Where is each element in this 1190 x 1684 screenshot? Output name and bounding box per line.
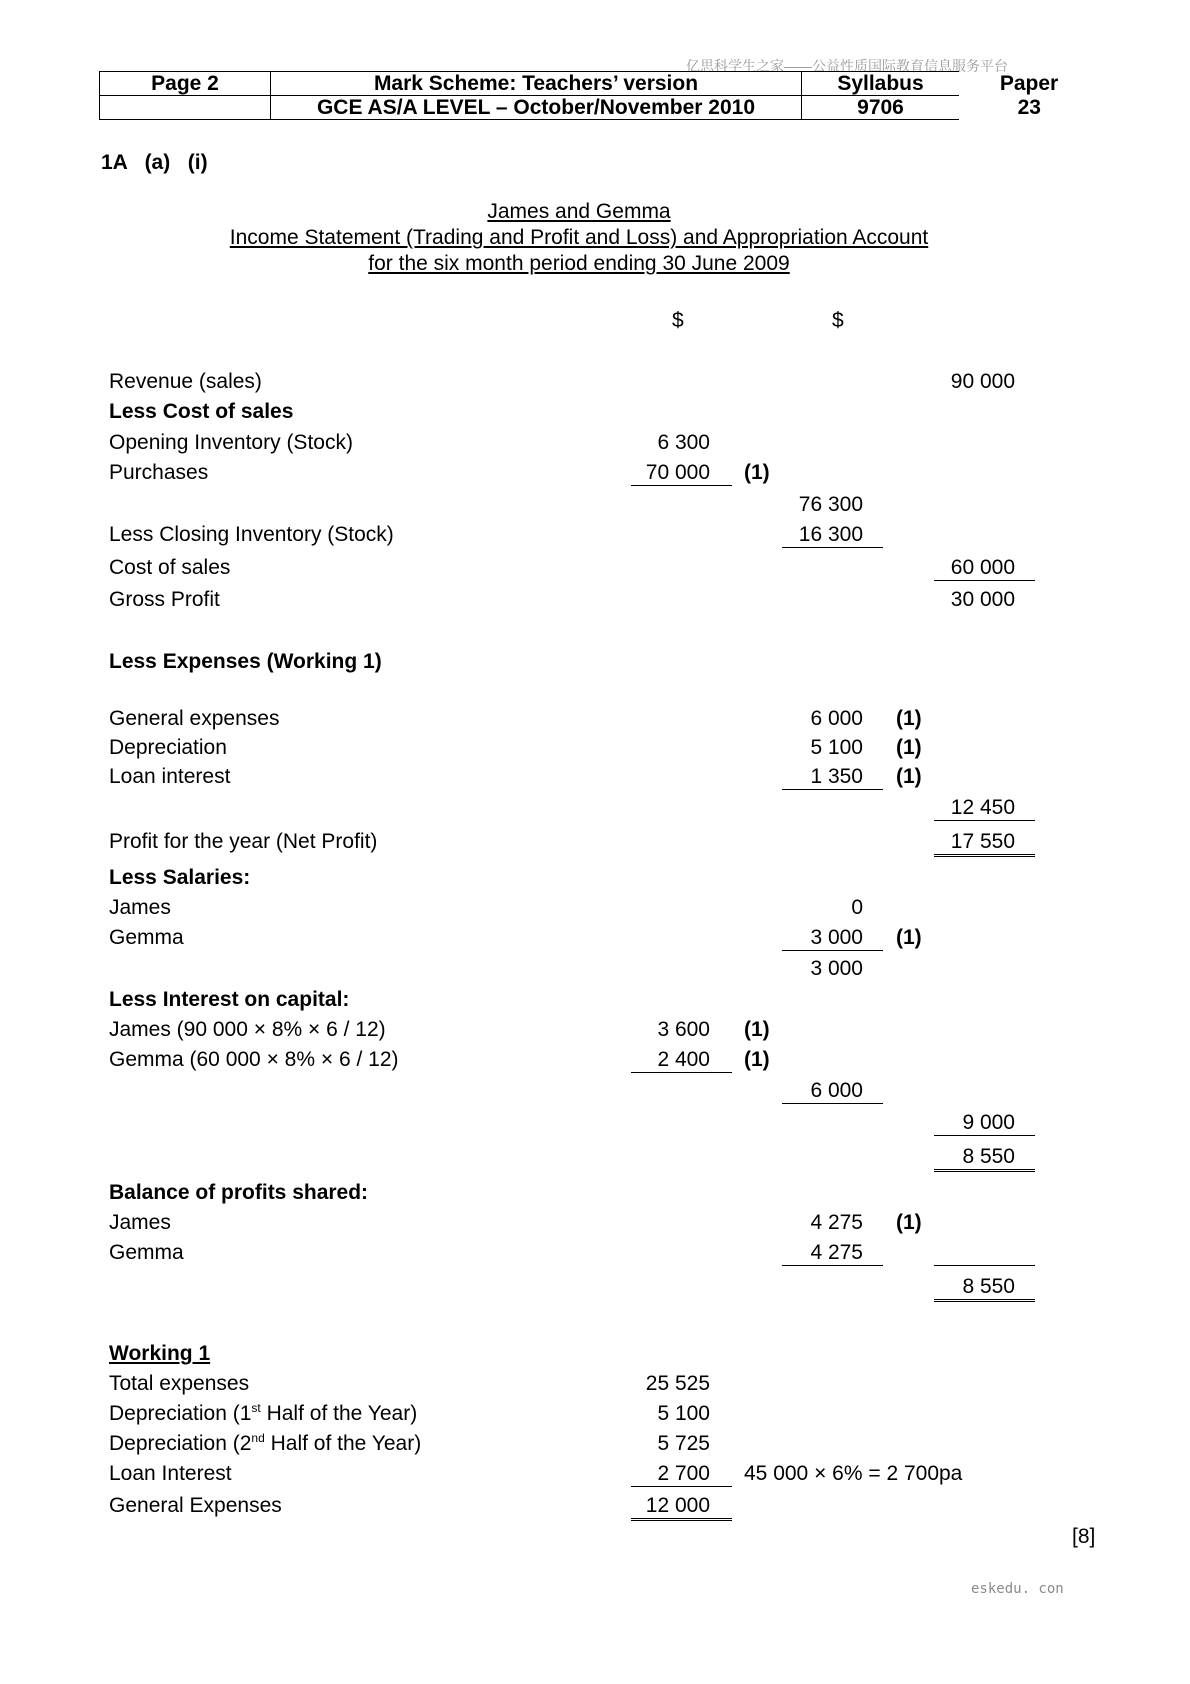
- amount: 0: [851, 896, 863, 919]
- calculation-note: 45 000 × 6% = 2 700pa: [744, 1462, 963, 1485]
- working-title: Working 1: [109, 1342, 211, 1365]
- amount: 4 275: [810, 1241, 863, 1264]
- underline: [934, 1265, 1035, 1266]
- line-label: Profit for the year (Net Profit): [109, 830, 378, 853]
- line-label: James: [109, 896, 171, 919]
- amount: 16 300: [798, 523, 863, 546]
- section-heading: Less Interest on capital:: [109, 988, 350, 1011]
- underline: [934, 820, 1035, 821]
- line-label: James (90 000 × 8% × 6 / 12): [109, 1018, 386, 1041]
- line-share-james: [0, 1211, 1190, 1237]
- amount: 12 000: [645, 1494, 710, 1517]
- mark-award: (1): [896, 765, 922, 788]
- mark-scheme-header: [99, 71, 1100, 120]
- exam-session: GCE AS/A LEVEL – October/November 2010: [271, 96, 802, 120]
- working-heading: [0, 1342, 1190, 1368]
- line-total-expenses: [0, 796, 1190, 822]
- underline: [934, 580, 1035, 581]
- amount: 3 000: [810, 926, 863, 949]
- marks-total: [8]: [1072, 1525, 1096, 1548]
- mark-award: (1): [896, 926, 922, 949]
- statement-title-firm: James and Gemma: [487, 200, 671, 223]
- line-label: Depreciation: [109, 736, 227, 759]
- underline: [782, 1265, 883, 1266]
- underline: [631, 1072, 732, 1073]
- line-label: Depreciation (1st Half of the Year): [109, 1401, 418, 1425]
- line-closing-inventory: [0, 523, 1190, 549]
- line-balance-shared: [0, 1181, 1190, 1207]
- amount: 8 550: [962, 1275, 1015, 1298]
- working-loan-interest: [0, 1462, 1190, 1488]
- page-number: Page 2: [100, 72, 271, 96]
- line-label: James: [109, 1211, 171, 1234]
- amount: 2 700: [657, 1462, 710, 1485]
- amount: 90 000: [950, 370, 1015, 393]
- amount: 2 400: [657, 1048, 710, 1071]
- line-opening-inventory: [0, 431, 1190, 457]
- currency-header-col1: $: [672, 309, 684, 332]
- header-blank-cell: [100, 96, 271, 120]
- paper-number: 23: [1017, 96, 1041, 119]
- statement-title-type: Income Statement (Trading and Profit and Loss) and Appropriation Account: [229, 226, 929, 249]
- line-label: Less Closing Inventory (Stock): [109, 523, 394, 546]
- mark-award: (1): [896, 707, 922, 730]
- underline: [782, 789, 883, 790]
- line-appropriations-total: [0, 1111, 1190, 1137]
- section-heading: Less Expenses (Working 1): [109, 650, 382, 673]
- line-profit-for-year: [0, 830, 1190, 856]
- syllabus-code: 9706: [802, 96, 960, 120]
- line-label: Depreciation (2nd Half of the Year): [109, 1431, 422, 1455]
- line-interest-james: [0, 1018, 1190, 1044]
- working-general-expenses: [0, 1494, 1190, 1520]
- watermark-text: 亿思科学生之家——公益性质国际教育信息服务平台: [686, 58, 1008, 74]
- line-label: Gemma (60 000 × 8% × 6 / 12): [109, 1048, 399, 1071]
- line-label: Total expenses: [109, 1372, 250, 1395]
- line-general-expenses: [0, 707, 1190, 733]
- line-share-gemma: [0, 1241, 1190, 1267]
- question-label: 1A (a) (i): [101, 151, 208, 174]
- amount: 76 300: [798, 493, 863, 516]
- line-label: Loan Interest: [109, 1462, 232, 1485]
- line-shares-total: [0, 1275, 1190, 1301]
- amount: 25 525: [645, 1372, 710, 1395]
- line-salary-james: [0, 896, 1190, 922]
- amount: 60 000: [950, 556, 1015, 579]
- line-label: Gemma: [109, 1241, 184, 1264]
- working-depreciation-second-half: [0, 1432, 1190, 1458]
- line-less-interest-on-capital: [0, 988, 1190, 1014]
- amount: 3 600: [657, 1018, 710, 1041]
- currency-header-col2: $: [832, 309, 844, 332]
- section-heading: Less Cost of sales: [109, 400, 294, 423]
- double-underline: [934, 1169, 1035, 1172]
- footer-watermark: eskedu. con: [971, 1581, 1064, 1597]
- section-heading: Balance of profits shared:: [109, 1181, 369, 1204]
- amount: 5 100: [810, 736, 863, 759]
- line-less-expenses: [0, 650, 1190, 676]
- paper-label: Paper: [999, 72, 1059, 95]
- amount: 1 350: [810, 765, 863, 788]
- line-depreciation: [0, 736, 1190, 762]
- line-salary-gemma: [0, 926, 1190, 952]
- amount: 3 000: [810, 957, 863, 980]
- underline: [631, 485, 732, 486]
- double-underline: [934, 1299, 1035, 1302]
- line-label: General expenses: [109, 707, 280, 730]
- line-label: Loan interest: [109, 765, 231, 788]
- line-purchases: [0, 461, 1190, 487]
- line-label: Gross Profit: [109, 588, 220, 611]
- amount: 4 275: [810, 1211, 863, 1234]
- underline: [782, 1103, 883, 1104]
- line-interest-total: [0, 1079, 1190, 1105]
- line-loan-interest: [0, 765, 1190, 791]
- statement-title-period: for the six month period ending 30 June 2009: [368, 252, 790, 275]
- syllabus-label: Syllabus: [802, 72, 960, 96]
- underline: [782, 950, 883, 951]
- amount: 9 000: [962, 1111, 1015, 1134]
- line-cost-of-sales: [0, 556, 1190, 582]
- mark-award: (1): [744, 1018, 770, 1041]
- section-heading: Less Salaries:: [109, 866, 251, 889]
- amount: 70 000: [645, 461, 710, 484]
- amount: 5 725: [657, 1432, 710, 1455]
- line-label: Revenue (sales): [109, 370, 262, 393]
- amount: 12 450: [950, 796, 1015, 819]
- line-salaries-total: [0, 957, 1190, 983]
- line-less-salaries: [0, 866, 1190, 892]
- amount: 30 000: [950, 588, 1015, 611]
- line-revenue: [0, 370, 1190, 396]
- mark-award: (1): [896, 1211, 922, 1234]
- line-label: General Expenses: [109, 1494, 282, 1517]
- double-underline: [631, 1518, 732, 1521]
- line-goods-available: [0, 493, 1190, 519]
- header-title: Mark Scheme: Teachers’ version: [271, 72, 802, 96]
- mark-award: (1): [744, 1048, 770, 1071]
- amount: 5 100: [657, 1402, 710, 1425]
- working-total-expenses: [0, 1372, 1190, 1398]
- line-less-cost-of-sales: [0, 400, 1190, 426]
- line-residual-profit: [0, 1145, 1190, 1171]
- amount: 6 300: [657, 431, 710, 454]
- mark-award: (1): [744, 461, 770, 484]
- amount: 17 550: [950, 830, 1015, 853]
- mark-award: (1): [896, 736, 922, 759]
- line-interest-gemma: [0, 1048, 1190, 1074]
- line-label: Opening Inventory (Stock): [109, 431, 353, 454]
- line-label: Cost of sales: [109, 556, 231, 579]
- line-label: Purchases: [109, 461, 209, 484]
- line-gross-profit: [0, 588, 1190, 614]
- underline: [782, 547, 883, 548]
- amount: 6 000: [810, 1079, 863, 1102]
- underline: [934, 1135, 1035, 1136]
- line-label: Gemma: [109, 926, 184, 949]
- working-depreciation-first-half: [0, 1402, 1190, 1428]
- double-underline: [934, 854, 1035, 857]
- underline: [631, 1486, 732, 1487]
- amount: 6 000: [810, 707, 863, 730]
- amount: 8 550: [962, 1145, 1015, 1168]
